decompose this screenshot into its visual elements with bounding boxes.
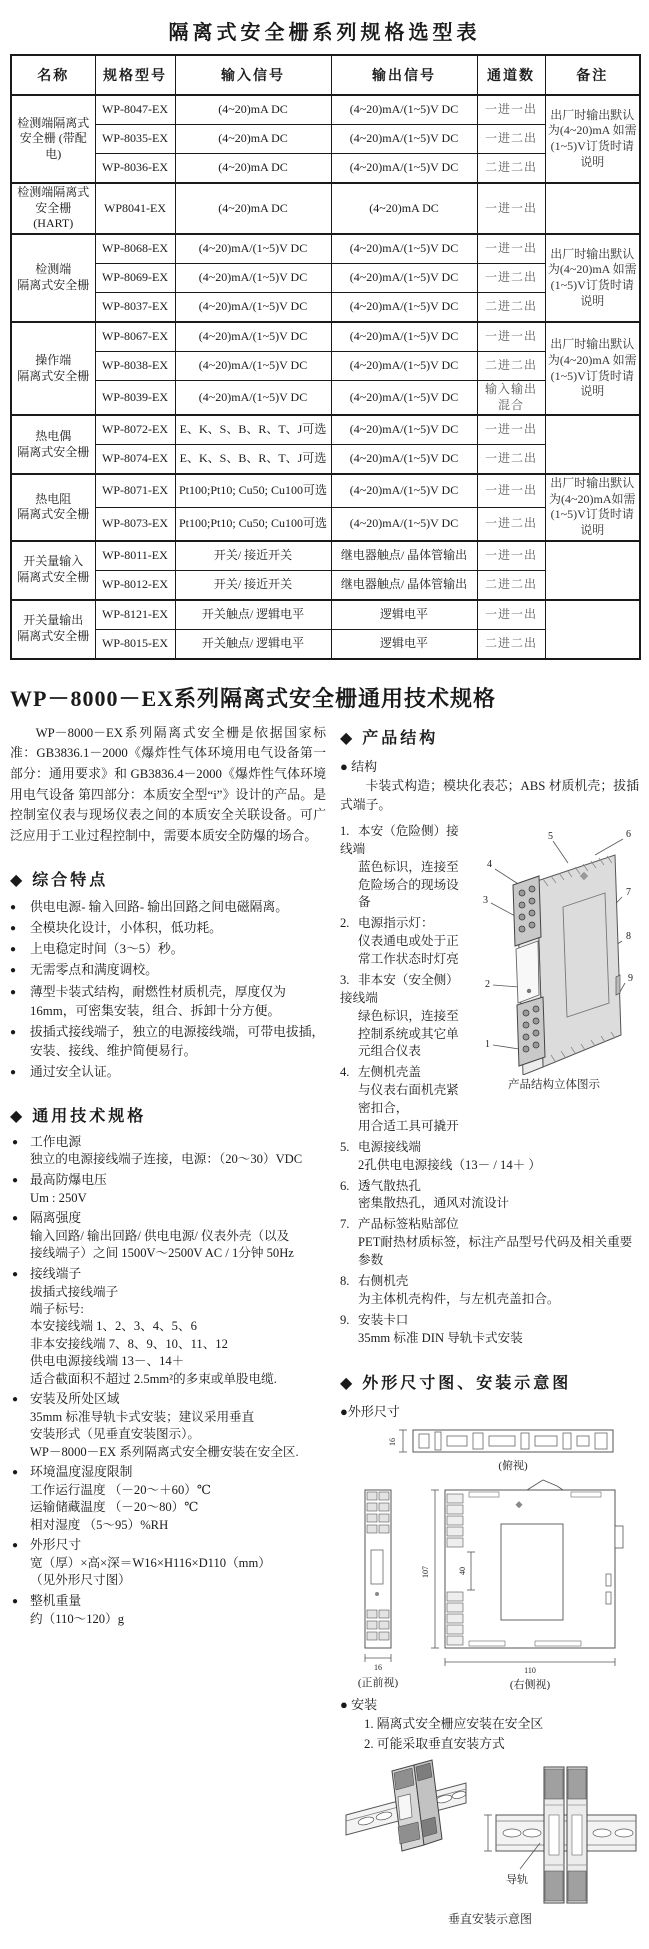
model: WP-8121-EX (95, 600, 175, 630)
input-signal: E、K、S、B、R、T、J可选 (175, 415, 331, 445)
channel-count: 二进二出 (477, 352, 545, 381)
output-signal: 继电器触点/ 晶体管输出 (331, 541, 477, 571)
left-column (10, 717, 326, 1631)
column-header: 输入信号 (175, 55, 331, 95)
remark: 出厂时输出默认为(4~20)mA 如需(1~5)V订货时请说明 (545, 234, 640, 322)
side-view-caption: (右侧视) (509, 1679, 550, 1692)
table-row (11, 415, 640, 445)
structure-item-title: 电源指示灯： (358, 916, 434, 931)
spec-title: ● 接线端子 (10, 1266, 326, 1284)
model: WP8041-EX (95, 183, 175, 234)
channel-count: 一进一出 (477, 541, 545, 571)
output-signal: (4~20)mA/(1~5)V DC (331, 264, 477, 293)
table-row (11, 95, 640, 125)
feature-item: ● 通过安全认证。 (10, 1063, 326, 1082)
structure-item-line: 为主体机壳构件，与左机壳盖扣合。 (358, 1291, 560, 1306)
spec-selection-table (10, 54, 641, 660)
structure-item (340, 1216, 639, 1270)
rail-dim (484, 1815, 492, 1851)
features-heading: ◆ 综合特点 (10, 871, 109, 889)
callout-label: 8 (626, 930, 631, 942)
structure-item-line: 35mm 标准 DIN 导轨卡式安装 (358, 1330, 523, 1345)
callout-label: 4 (487, 858, 492, 870)
structure-item-title: 本安（危险侧）接线端 (340, 823, 459, 856)
spec-line: 安装形式（见垂直安装图示）。 (30, 1427, 201, 1442)
model: WP-8037-EX (95, 293, 175, 323)
product-3d-diagram (469, 825, 639, 1075)
model: WP-8039-EX (95, 381, 175, 416)
rail-label: 导轨 (506, 1874, 528, 1887)
spec-line: 端子标号: (30, 1302, 84, 1317)
output-signal: (4~20)mA/(1~5)V DC (331, 234, 477, 264)
input-signal: (4~20)mA/(1~5)V DC (175, 234, 331, 264)
table-row (11, 183, 640, 234)
channel-count: 一进一出 (477, 183, 545, 234)
page-title: 隔离式安全栅系列规格选型表 (168, 22, 481, 44)
right-column (340, 717, 639, 1930)
input-signal: 开关/ 接近开关 (175, 570, 331, 600)
output-signal: 逻辑电平 (331, 600, 477, 630)
structure-description: 卡装式构造；模块化表芯；ABS 材质机壳；拔插式端子。 (340, 778, 639, 812)
model: WP-8069-EX (95, 264, 175, 293)
model: WP-8047-EX (95, 95, 175, 125)
remark: 出厂时输出默认为(4~20)mA 如需(1~5)V订货时请说明 (545, 322, 640, 415)
structure-item (340, 1139, 639, 1175)
spec-item (10, 1266, 326, 1388)
spec-line: 35mm 标准导轨卡式安装；建议采用垂直 (30, 1409, 255, 1424)
structure-item-title: 电源接线端 (358, 1139, 421, 1154)
spec-line: 接线端子）之间 1500V～2500V AC / 1分钟 50Hz (30, 1246, 294, 1261)
callout-label: 9 (628, 972, 633, 984)
item-number: 8. (340, 1273, 350, 1288)
remark: 出厂时输出默认为(4~20)mA 如需(1~5)V订货时请说明 (545, 95, 640, 183)
column-header: 输出信号 (331, 55, 477, 95)
spec-line: 宽（厚）×高×深＝W16×H116×D110（mm） (30, 1555, 271, 1570)
product-structure-figure (469, 825, 639, 1092)
group-name: 热电阻 隔离式安全栅 (11, 474, 95, 540)
features-list (10, 898, 326, 1083)
structure-item-title: 右侧机壳 (358, 1273, 409, 1288)
two-column-layout (10, 717, 639, 1930)
callout-label: 6 (626, 828, 631, 840)
callout-label: 2 (485, 978, 490, 990)
item-number: 5. (340, 1139, 350, 1154)
feature-item: ● 拔插式接线端子，独立的电源接线端，可带电拔插，安装、接线、维护简便易行。 (10, 1023, 326, 1061)
table-row (11, 322, 640, 352)
input-signal: Pt100;Pt10; Cu50; Cu100可选 (175, 507, 331, 540)
table-row (11, 474, 640, 507)
spec-table-head (11, 55, 640, 95)
output-signal: (4~20)mA/(1~5)V DC (331, 507, 477, 540)
group-name: 检测端 隔离式安全栅 (11, 234, 95, 322)
item-number: 9. (340, 1312, 350, 1327)
item-number: 4. (340, 1065, 350, 1080)
structure-item (340, 1273, 639, 1309)
spec-line: 非本安接线端 7、8、9、10、11、12 (30, 1336, 228, 1351)
spec-line: 约（110～120）g (30, 1611, 124, 1626)
channel-count: 一进二出 (477, 264, 545, 293)
column-header: 通道数 (477, 55, 545, 95)
model: WP-8038-EX (95, 352, 175, 381)
remark (545, 600, 640, 659)
dim-width-top: 16 (387, 1438, 397, 1447)
channel-count: 一进一出 (477, 234, 545, 264)
column-header: 名称 (11, 55, 95, 95)
output-signal: (4~20)mA/(1~5)V DC (331, 352, 477, 381)
structure-item-title: 非本安（安全侧）接线端 (340, 972, 459, 1005)
channel-count: 输入输出混合 (477, 381, 545, 416)
input-signal: (4~20)mA DC (175, 154, 331, 184)
output-signal: (4~20)mA/(1~5)V DC (331, 474, 477, 507)
column-header: 规格型号 (95, 55, 175, 95)
spec-title: ● 最高防爆电压 (10, 1172, 326, 1190)
structure-item-line: 密集散热孔，通风对流设计 (358, 1196, 510, 1211)
spec-line: （见外形尺寸图） (30, 1573, 131, 1588)
table-row (11, 234, 640, 264)
table-row (11, 541, 640, 571)
item-number: 3. (340, 972, 350, 987)
spec-title: ● 工作电源 (10, 1134, 326, 1152)
group-name: 开关量输出 隔离式安全栅 (11, 600, 95, 659)
structure-body (340, 823, 639, 1351)
model: WP-8067-EX (95, 322, 175, 352)
spec-line: 适合截面积不超过 2.5mm²的多束或单股电缆. (30, 1371, 277, 1386)
structure-heading: ◆ 产品结构 (340, 729, 439, 747)
channel-count: 二进二出 (477, 570, 545, 600)
spec-line: 拔插式接线端子 (30, 1284, 119, 1299)
model: WP-8073-EX (95, 507, 175, 540)
dim-inner: 40 (457, 1567, 467, 1576)
install-item: 2. 可能采取垂直安装方式 (364, 1737, 505, 1752)
output-signal: (4~20)mA/(1~5)V DC (331, 415, 477, 445)
item-number: 2. (340, 916, 350, 931)
channel-count: 一进二出 (477, 507, 545, 540)
figure-caption: 产品结构立体图示 (508, 1078, 600, 1091)
spec-title: ● 安装及所处区域 (10, 1391, 326, 1409)
outline-heading: ◆ 外形尺寸图、安装示意图 (340, 1375, 572, 1393)
install-figure (340, 1757, 639, 1929)
input-signal: (4~20)mA DC (175, 183, 331, 234)
channel-count: 一进一出 (477, 322, 545, 352)
front-view-dim (365, 1654, 391, 1662)
group-name: 开关量输入 隔离式安全栅 (11, 541, 95, 600)
model: WP-8036-EX (95, 154, 175, 184)
input-signal: (4~20)mA/(1~5)V DC (175, 352, 331, 381)
model: WP-8011-EX (95, 541, 175, 571)
structure-item-line: 蓝色标识，连接至危险场合的现场设备 (358, 859, 459, 910)
model: WP-8015-EX (95, 629, 175, 659)
channel-count: 一进一出 (477, 415, 545, 445)
output-signal: (4~20)mA/(1~5)V DC (331, 293, 477, 323)
column-header: 备注 (545, 55, 640, 95)
feature-item: ● 供电电源- 输入回路- 输出回路之间电磁隔离。 (10, 898, 326, 917)
install-caption: 垂直安装示意图 (447, 1912, 533, 1927)
spec-line: 独立的电源接线端子连接，电源：（20～30）VDC (30, 1152, 303, 1167)
remark (545, 183, 640, 234)
spec-item (10, 1134, 326, 1169)
channel-count: 一进一出 (477, 600, 545, 630)
spec-line: 输入回路/ 输出回路/ 供电电源/ 仪表外壳（以及 (30, 1229, 290, 1244)
callout-label: 3 (483, 894, 488, 906)
dimension-figure (340, 1424, 639, 1692)
callout-label: 5 (548, 830, 553, 842)
input-signal: E、K、S、B、R、T、J可选 (175, 445, 331, 475)
output-signal: (4~20)mA/(1~5)V DC (331, 445, 477, 475)
output-signal: (4~20)mA/(1~5)V DC (331, 125, 477, 154)
model: WP-8035-EX (95, 125, 175, 154)
channel-count: 一进一出 (477, 95, 545, 125)
outline-subheading: ●外形尺寸 (340, 1404, 400, 1420)
spec-line: Um : 250V (30, 1190, 87, 1205)
structure-item-line: 用合适工具可撬开 (358, 1118, 459, 1133)
channel-count: 二进二出 (477, 629, 545, 659)
structure-item-title: 产品标签粘贴部位 (358, 1217, 459, 1232)
callout-label: 7 (626, 886, 631, 898)
item-number: 7. (340, 1217, 350, 1232)
feature-item: ● 薄型卡装式结构，耐燃性材质机壳，厚度仅为16mm，可密集安装，组合、拆卸十分方便。 (10, 983, 326, 1021)
structure-item (340, 1178, 639, 1214)
spec-title: ● 整机重量 (10, 1593, 326, 1611)
table-row (11, 600, 640, 630)
table-header-row (11, 55, 640, 95)
structure-item (340, 1312, 639, 1348)
callout-label: 1 (485, 1038, 490, 1050)
output-signal: 继电器触点/ 晶体管输出 (331, 570, 477, 600)
channel-count: 一进一出 (477, 474, 545, 507)
remark (545, 415, 640, 474)
spec-line: 工作运行温度 （－20～＋60）℃ (30, 1482, 211, 1497)
spec-item (10, 1593, 326, 1628)
structure-item-line: 2孔供电电源接线（13－ / 14＋ ） (358, 1157, 541, 1172)
output-signal: (4~20)mA DC (331, 183, 477, 234)
channel-count: 二进二出 (477, 293, 545, 323)
section-heading: WP－8000－EX系列隔离式安全栅通用技术规格 (10, 685, 497, 711)
vertical-install-diagram (340, 1757, 640, 1929)
spec-line: 相对湿度 （5～95）%RH (30, 1517, 169, 1532)
spec-table-body (11, 95, 640, 659)
spec-item (10, 1172, 326, 1207)
spec-item (10, 1537, 326, 1590)
spec-item (10, 1391, 326, 1461)
dim-width-front: 16 (373, 1663, 382, 1673)
top-view-dim (399, 1430, 407, 1452)
group-name: 检测端隔离式 安全栅 (带配电) (11, 95, 95, 183)
item-number: 1. (340, 823, 350, 838)
spec-title: ● 外形尺寸 (10, 1537, 326, 1555)
input-signal: (4~20)mA DC (175, 125, 331, 154)
intro-paragraph: WP－8000－EX系列隔离式安全栅是依据国家标准：GB3836.1－2000《爆炸性气体环境用电气设备第一部分：通用要求》和 GB3836.4－2000《爆炸性气体环境用电气设备 第四部分：本质安全型“i”》设计的产品。是控制室仪表与现场仪表之间的本质安全关联设备。可广泛应用于工业过程控制中，需要本质安全防爆的场合。 (10, 725, 326, 844)
input-signal: (4~20)mA/(1~5)V DC (175, 264, 331, 293)
input-signal: 开关触点/ 逻辑电平 (175, 629, 331, 659)
install-subheading: ● 安装 (340, 1697, 378, 1713)
output-signal: (4~20)mA/(1~5)V DC (331, 154, 477, 184)
output-signal: (4~20)mA/(1~5)V DC (331, 381, 477, 416)
model: WP-8072-EX (95, 415, 175, 445)
input-signal: (4~20)mA/(1~5)V DC (175, 322, 331, 352)
spec-line: 本安接线端 1、2、3、4、5、6 (30, 1319, 197, 1334)
model: WP-8068-EX (95, 234, 175, 264)
spec-item (10, 1210, 326, 1263)
output-signal: 逻辑电平 (331, 629, 477, 659)
structure-item-title: 透气散热孔 (358, 1178, 421, 1193)
remark: 出厂时输出默认为(4~20)mA如需(1~5)V订货时请说明 (545, 474, 640, 540)
input-signal: Pt100;Pt10; Cu50; Cu100可选 (175, 474, 331, 507)
dim-height: 107 (420, 1566, 430, 1579)
item-number: 6. (340, 1178, 350, 1193)
input-signal: (4~20)mA DC (175, 95, 331, 125)
channel-count: 一进二出 (477, 445, 545, 475)
dim-depth: 110 (523, 1666, 536, 1676)
input-signal: 开关触点/ 逻辑电平 (175, 600, 331, 630)
structure-item-line: PET耐热材质标签，标注产品型号代码及相关重要参数 (358, 1235, 633, 1268)
structure-item-line: 绿色标识，连接至控制系统或其它单元组合仪表 (358, 1008, 459, 1059)
install-item: 1. 隔离式安全栅应安装在安全区 (364, 1717, 544, 1732)
spec-title: ● 环境温度湿度限制 (10, 1464, 326, 1482)
group-name: 检测端隔离式 安全栅 (HART) (11, 183, 95, 234)
group-name: 热电偶 隔离式安全栅 (11, 415, 95, 474)
output-signal: (4~20)mA/(1~5)V DC (331, 95, 477, 125)
input-signal: (4~20)mA/(1~5)V DC (175, 293, 331, 323)
remark (545, 541, 640, 600)
front-view-caption: (正前视) (357, 1677, 398, 1690)
model: WP-8071-EX (95, 474, 175, 507)
group-name: 操作端 隔离式安全栅 (11, 322, 95, 415)
general-specs-list (10, 1134, 326, 1628)
structure-item-line: 与仪表右面机壳紧密扣合， (358, 1083, 459, 1116)
spec-title: ● 隔离强度 (10, 1210, 326, 1228)
spec-line: 运输储藏温度 （－20～80）℃ (30, 1500, 199, 1515)
feature-item: ● 上电稳定时间（3～5）秒。 (10, 940, 326, 959)
spec-item (10, 1464, 326, 1534)
structure-subheading: ● 结构 (340, 758, 378, 774)
dimension-drawing (349, 1424, 631, 1692)
input-signal: 开关/ 接近开关 (175, 541, 331, 571)
structure-item-title: 安装卡口 (358, 1312, 409, 1327)
feature-item: ● 全模块化设计，小体积，低功耗。 (10, 919, 326, 938)
general-specs-heading: ◆ 通用技术规格 (10, 1107, 147, 1125)
model: WP-8012-EX (95, 570, 175, 600)
channel-count: 一进二出 (477, 125, 545, 154)
spec-line: 供电电源接线端 13－、14＋ (30, 1354, 185, 1369)
structure-item-line: 仪表通电或处于正常工作状态时灯亮 (358, 934, 459, 967)
output-signal: (4~20)mA/(1~5)V DC (331, 322, 477, 352)
top-view-caption: (俯视) (497, 1460, 528, 1473)
feature-item: ● 无需零点和满度调校。 (10, 961, 326, 980)
channel-count: 二进二出 (477, 154, 545, 184)
model: WP-8074-EX (95, 445, 175, 475)
install-list (340, 1715, 639, 1755)
structure-item-title: 左侧机壳盖 (358, 1065, 421, 1080)
spec-line: WP－8000－EX 系列隔离式安全栅安装在安全区. (30, 1444, 299, 1459)
input-signal: (4~20)mA/(1~5)V DC (175, 381, 331, 416)
